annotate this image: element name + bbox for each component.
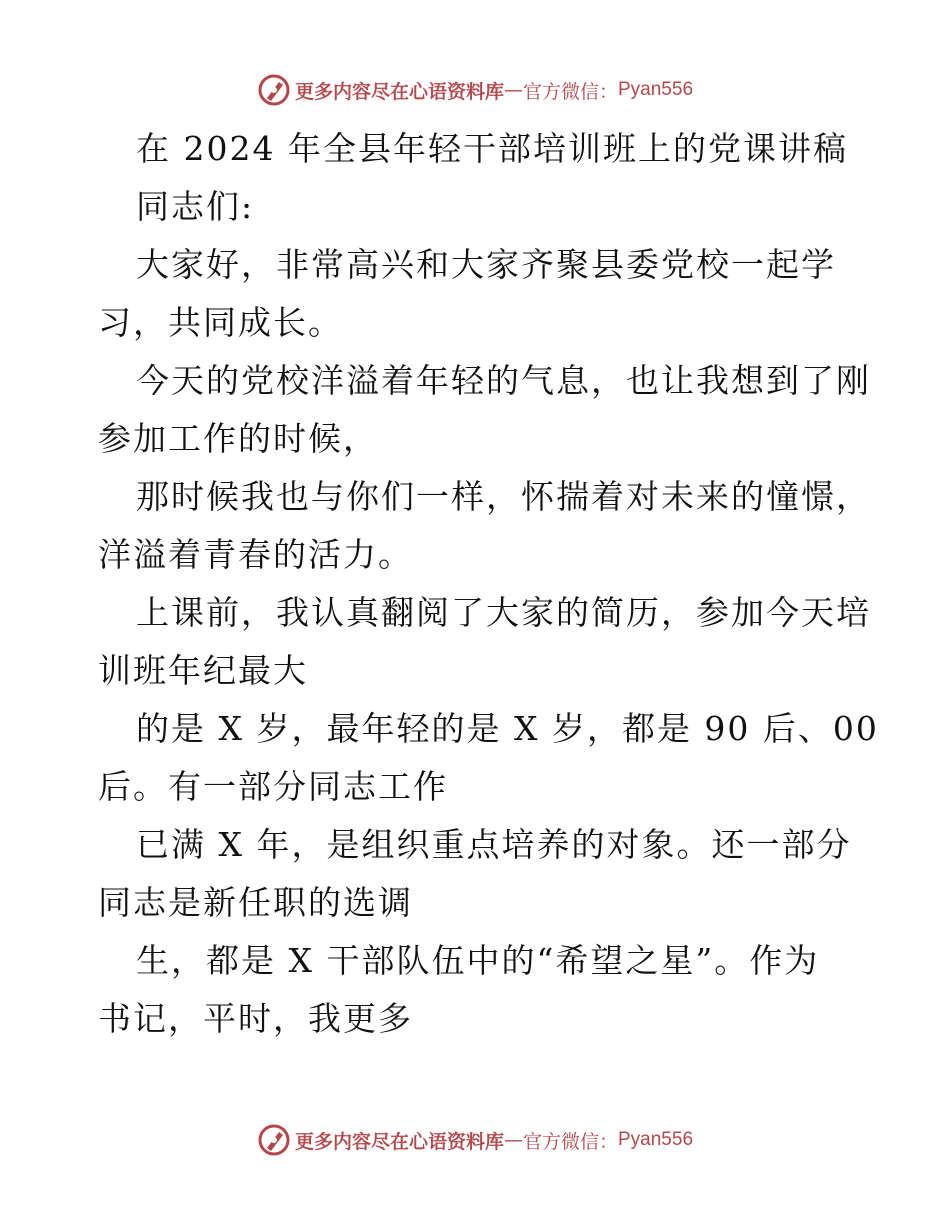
text-line: 生，都是 X 干部队伍中的“希望之星”。作为 — [136, 941, 820, 980]
text-line: 洋溢着青春的活力。 — [98, 535, 413, 574]
text-line: 已满 X 年，是组织重点培养的对象。还一部分 — [136, 825, 852, 864]
watermark-wechat-label: 官方微信： — [522, 80, 618, 103]
watermark-dash: — — [503, 1129, 523, 1151]
watermark-dash: — — [503, 79, 523, 101]
text-line: 今天的党校洋溢着年轻的气息，也让我想到了刚 — [136, 361, 871, 400]
text-line: 大家好，非常高兴和大家齐聚县委党校一起学 — [136, 245, 836, 284]
watermark-wechat-id: Pyan556 — [618, 79, 694, 100]
watermark-brand: 更多内容尽在心语资料库 — [294, 1130, 504, 1153]
text-line: 后。有一部分同志工作 — [98, 767, 448, 806]
document-body — [98, 120, 879, 1048]
text-line: 参加工作的时候， — [98, 419, 378, 458]
text-line: 的是 X 岁，最年轻的是 X 岁，都是 90 后、00 — [136, 709, 879, 748]
header-watermark — [0, 70, 950, 110]
text-line: 那时候我也与你们一样，怀揣着对未来的憧憬， — [136, 477, 871, 516]
text-line: 同志是新任职的选调 — [98, 883, 413, 922]
salutation: 同志们: — [136, 187, 255, 226]
watermark-wechat-id: Pyan556 — [618, 1129, 694, 1150]
document-title: 在 2024 年全县年轻干部培训班上的党课讲稿 — [136, 129, 848, 168]
text-line: 书记，平时，我更多 — [98, 999, 413, 1038]
text-line: 上课前，我认真翻阅了大家的简历，参加今天培 — [136, 593, 871, 632]
watermark-wechat-label: 官方微信： — [522, 1130, 618, 1153]
text-line: 习，共同成长。 — [98, 303, 343, 342]
text-line: 训班年纪最大 — [98, 651, 308, 690]
footer-watermark — [0, 1120, 950, 1160]
pen-logo-icon — [257, 1123, 291, 1157]
pen-logo-icon — [257, 73, 291, 107]
watermark-brand: 更多内容尽在心语资料库 — [294, 80, 504, 103]
